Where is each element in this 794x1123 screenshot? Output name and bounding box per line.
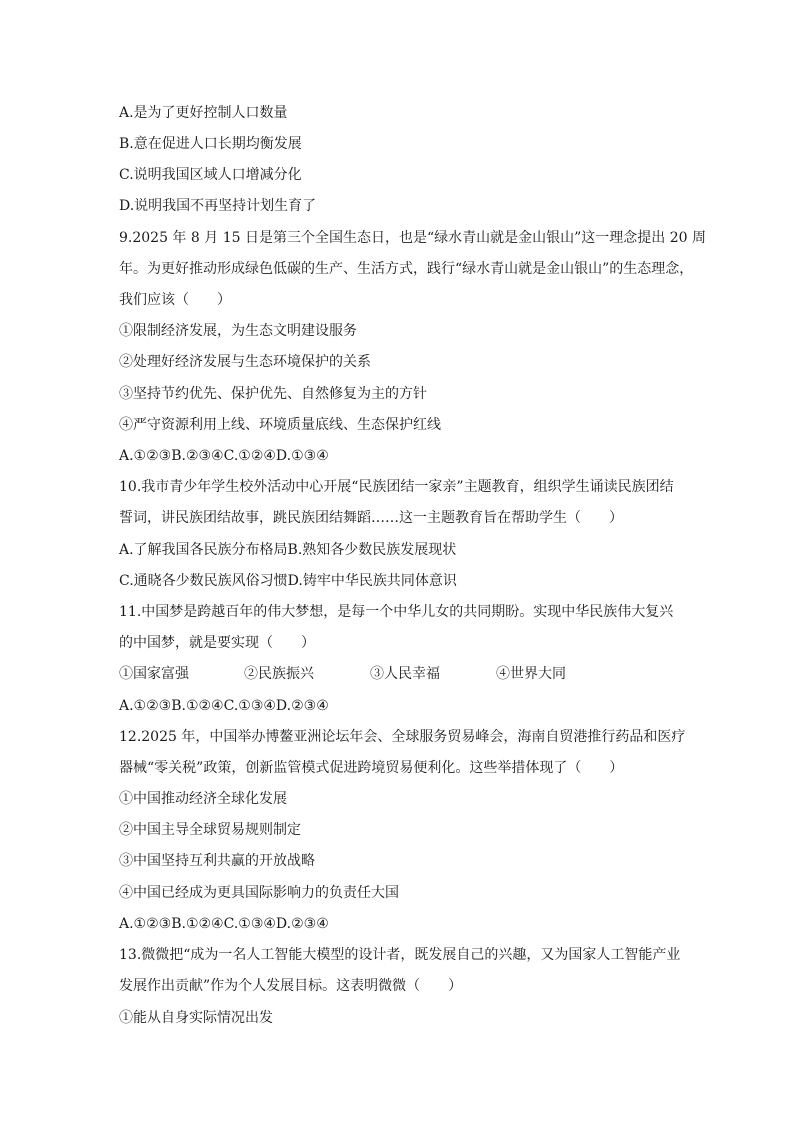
q12-item-4: ④中国已经成为更具国际影响力的负责任大国 xyxy=(119,885,399,901)
q9-item-1: ①限制经济发展，为生态文明建设服务 xyxy=(119,323,357,339)
q9-item-2: ②处理好经济发展与生态环境保护的关系 xyxy=(119,354,371,370)
q10-options-cd: C.通晓各少数民族风俗习惯D.铸牢中华民族共同体意识 xyxy=(119,573,457,589)
q9-stem-line-3: 我们应该（ ） xyxy=(119,292,231,308)
q12-stem-line-1: 12.2025 年，中国举办博鳌亚洲论坛年会、全球服务贸易峰会，海南自贸港推行药品和医疗 xyxy=(119,729,686,745)
q13-item-1: ①能从自身实际情况出发 xyxy=(119,1010,273,1026)
q12-item-2: ②中国主导全球贸易规则制定 xyxy=(119,822,301,838)
q11-stem-line-2: 的中国梦，就是要实现（ ） xyxy=(119,635,315,651)
q11-item-3: ③人民幸福 xyxy=(370,666,440,682)
q10-stem-line-2: 誓词，讲民族团结故事，跳民族团结舞蹈……这一主题教育旨在帮助学生（ ） xyxy=(119,510,623,526)
q8-option-c: C.说明我国区域人口增减分化 xyxy=(119,167,302,183)
q8-option-a: A.是为了更好控制人口数量 xyxy=(119,105,288,121)
q11-items-row xyxy=(119,665,566,683)
q11-item-4: ④世界大同 xyxy=(496,666,566,682)
q12-answer-choices: A.①②③B.①②④C.①③④D.②③④ xyxy=(119,916,329,932)
q9-item-3: ③坚持节约优先、保护优先、自然修复为主的方针 xyxy=(119,386,427,402)
q10-options-ab: A.了解我国各民族分布格局B.熟知各少数民族发展现状 xyxy=(119,542,457,558)
q12-item-3: ③中国坚持互利共赢的开放战略 xyxy=(119,853,315,869)
q9-stem-line-2: 年。为更好推动形成绿色低碳的生产、生活方式，践行“绿水青山就是金山银山”的生态理念， xyxy=(119,261,694,277)
q11-answer-choices: A.①②③B.①②④C.①③④D.②③④ xyxy=(119,698,329,714)
q11-item-2: ②民族振兴 xyxy=(244,666,314,682)
q11-stem-line-1: 11.中国梦是跨越百年的伟大梦想，是每一个中华儿女的共同期盼。实现中华民族伟大复兴 xyxy=(119,604,674,620)
q9-item-4: ④严守资源利用上线、环境质量底线、生态保护红线 xyxy=(119,417,441,433)
q9-answer-choices: A.①②③B.②③④C.①②④D.①③④ xyxy=(119,448,329,464)
q13-stem-line-2: 发展作出贡献”作为个人发展目标。这表明微微（ ） xyxy=(119,978,463,994)
q12-item-1: ①中国推动经济全球化发展 xyxy=(119,791,287,807)
q9-stem-line-1: 9.2025 年 8 月 15 日是第三个全国生态日，也是“绿水青山就是金山银山”这一理念提出 20 周 xyxy=(119,230,706,246)
q13-stem-line-1: 13.微微把“成为一名人工智能大模型的设计者，既发展自己的兴趣，又为国家人工智能产业 xyxy=(119,947,681,963)
q12-stem-line-2: 器械“零关税”政策，创新监管模式促进跨境贸易便利化。这些举措体现了（ ） xyxy=(119,760,624,776)
q11-item-1: ①国家富强 xyxy=(119,666,189,682)
q8-option-b: B.意在促进人口长期均衡发展 xyxy=(119,136,302,152)
q10-stem-line-1: 10.我市青少年学生校外活动中心开展“民族团结一家亲”主题教育，组织学生诵读民族团结 xyxy=(119,479,674,495)
q8-option-d: D.说明我国不再坚持计划生育了 xyxy=(119,198,317,214)
